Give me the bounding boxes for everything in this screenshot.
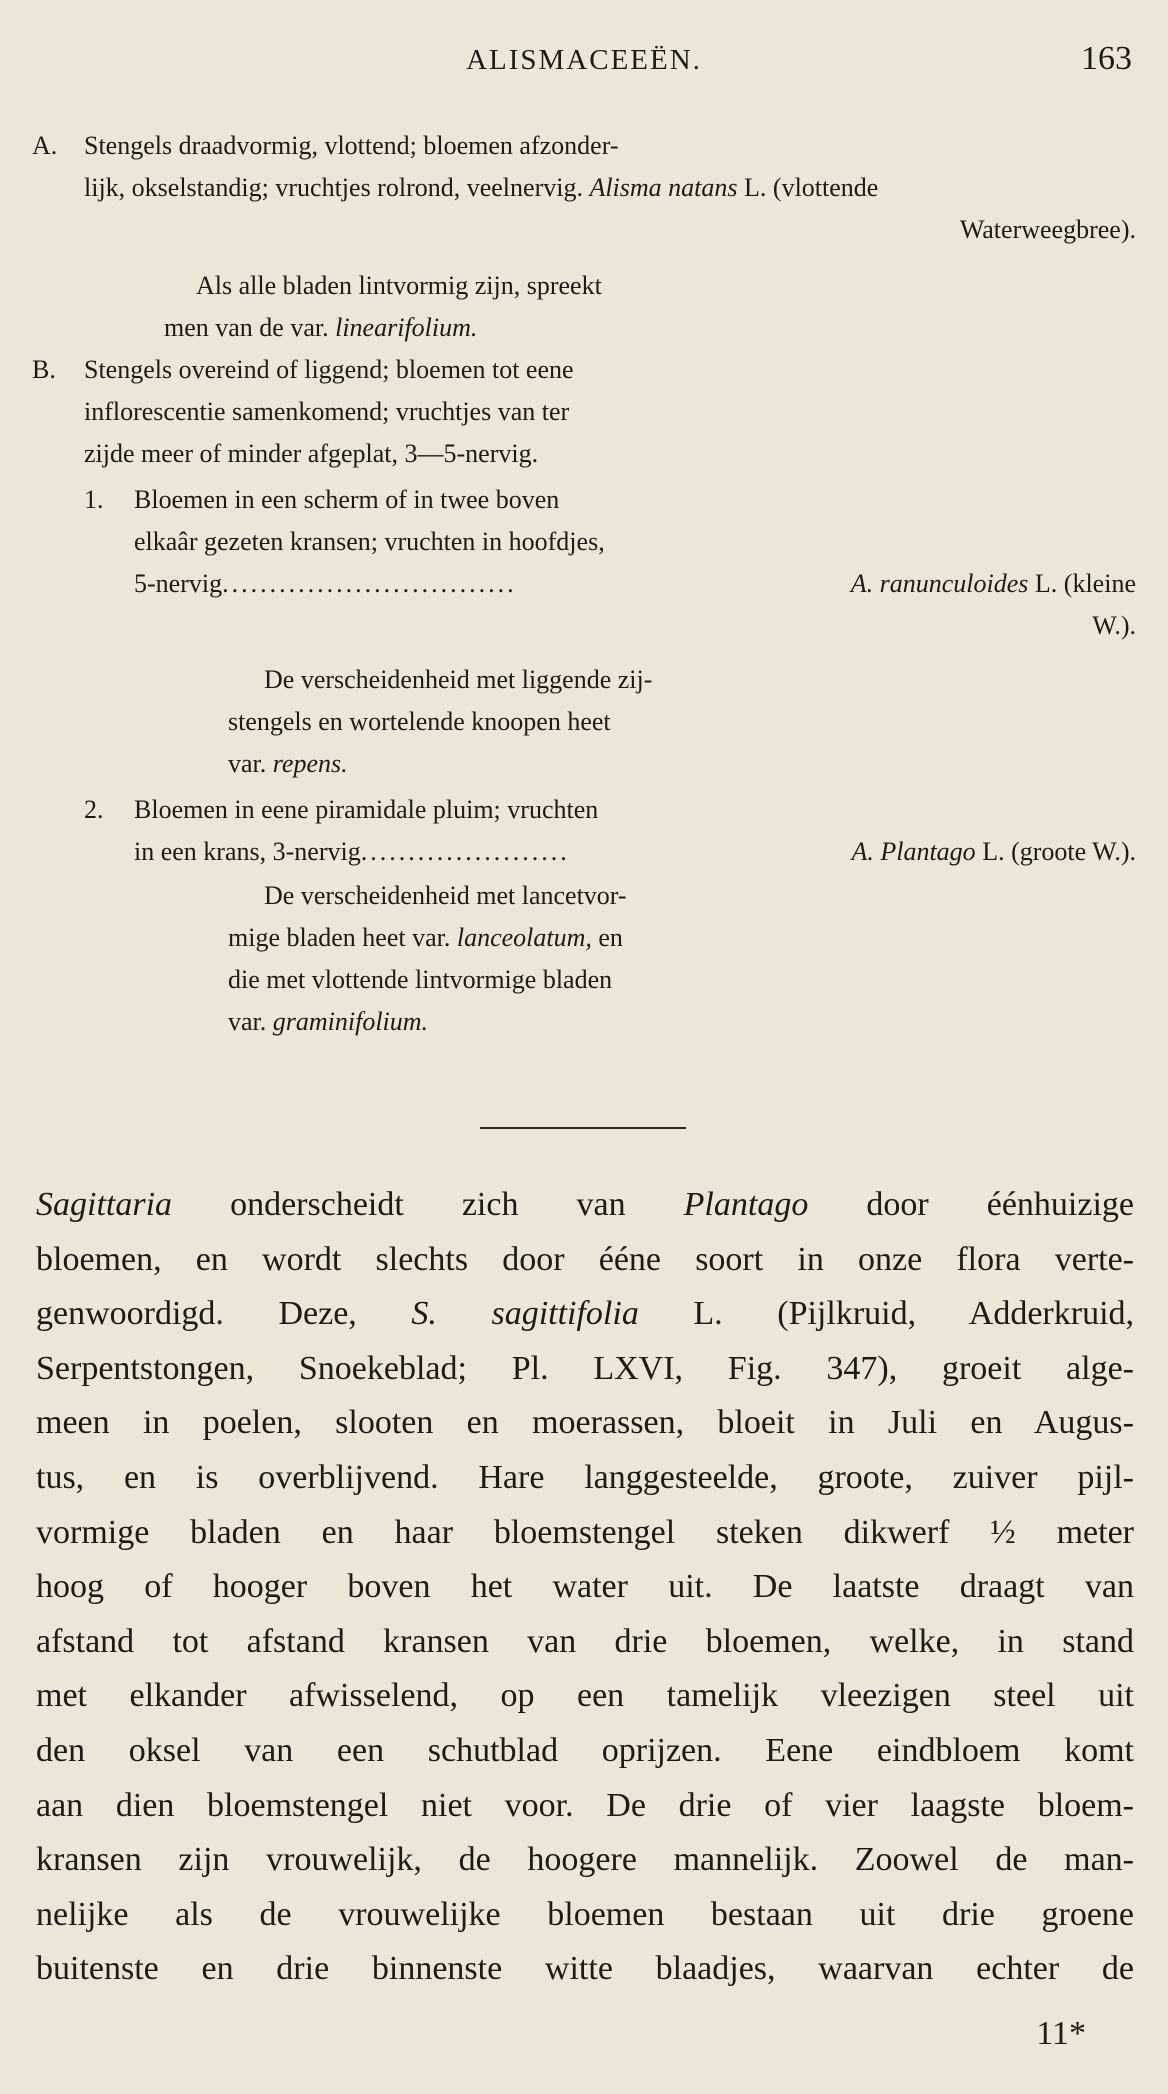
key-B2-var-line3: die met vlottende lintvormige bladen [228, 965, 613, 994]
variety-name: graminifolium. [272, 1007, 429, 1036]
key-B-line1 [32, 352, 574, 388]
page-header [0, 40, 1168, 84]
key-B1-var-line3 [228, 746, 348, 782]
signature-mark: 11* [1036, 2015, 1086, 2052]
key-B-line3: zijde meer of minder afgeplat, 3—5-nervig. [84, 439, 539, 468]
paragraph-line: afstand tot afstand kransen van drie bloemen, welke, in stand [36, 1622, 1134, 1660]
key-B1-line3-species [851, 566, 1136, 602]
paragraph-line: hoog of hooger boven het water uit. De laatste draagt van [36, 1568, 1134, 1606]
key-label: A. [32, 131, 58, 160]
variety-name: lanceolatum, [456, 923, 592, 952]
paragraph-line: bloemen, en wordt slechts door ééne soort in onze flora verte- [36, 1240, 1134, 1278]
species-name: A. Plantago [851, 837, 976, 866]
key-A-line1 [32, 128, 619, 164]
key-text: Stengels draadvormig, vlottend; bloemen afzonder- [84, 131, 619, 160]
paragraph-line [36, 1506, 1134, 1561]
variety-name: repens. [272, 749, 348, 778]
section-divider [480, 1127, 686, 1129]
key-B1-var-line2: stengels en wortelende knoopen heet [228, 707, 611, 736]
species-name: A. ranunculoides [850, 569, 1029, 598]
key-B1-line3 [134, 566, 517, 602]
key-text: Stengels overeind of liggend; bloemen tot eene [84, 355, 574, 384]
genus-name: Plantago [683, 1186, 809, 1223]
body-text: vormige bladen en haar bloemstengel steken dikwerf [36, 1513, 950, 1551]
running-head: ALISMACEEËN. [466, 44, 702, 76]
body-text: door éénhuizige [866, 1186, 1134, 1223]
key-text: Bloemen in een scherm of in twee boven [134, 485, 560, 514]
body-text: L. (Pijlkruid, Adderkruid, [693, 1295, 1135, 1333]
key-label: 2. [84, 795, 104, 824]
key-B2-var-line4 [228, 1004, 428, 1040]
paragraph-line: nelijke als de vrouwelijke bloemen bestaan uit drie groene [36, 1895, 1134, 1933]
key-text: 5-nervig [134, 569, 223, 598]
key-text: Bloemen in eene piramidale pluim; vruchten [134, 795, 599, 824]
key-A-var-line2 [164, 310, 477, 346]
key-text: var. [228, 749, 267, 778]
paragraph-line: met elkander afwisselend, op een tamelijk vleezigen steel uit [36, 1677, 1134, 1715]
body-text: onderscheidt zich van [230, 1186, 626, 1223]
author-vernacular: L. (kleine [1034, 569, 1136, 598]
paragraph-line: aan dien bloemstengel niet voor. De drie of vier laagste bloem- [36, 1786, 1134, 1824]
leader-dots: ............................... [222, 569, 517, 598]
key-B2-line1 [84, 792, 598, 828]
paragraph-line [36, 1287, 1134, 1342]
key-text: lijk, okselstandig; vruchtjes rolrond, veelnervig. [84, 173, 583, 202]
key-text: men van de var. [164, 313, 329, 342]
body-text: genwoordigd. Deze, [36, 1295, 357, 1333]
paragraph-line [36, 1178, 1134, 1233]
paragraph-line: kransen zijn vrouwelijk, de hoogere mannelijk. Zoowel de man- [36, 1841, 1134, 1879]
genus-name: Sagittaria [36, 1186, 173, 1223]
paragraph-line: tus, en is overblijvend. Hare langgesteelde, groote, zuiver pijl- [36, 1458, 1134, 1496]
key-text: mige bladen heet var. [228, 923, 451, 952]
key-label: B. [32, 355, 56, 384]
key-A-line2 [84, 170, 878, 206]
body-text: meter [1056, 1513, 1135, 1551]
key-B2-line2 [134, 834, 570, 870]
variety-name: linearifolium. [335, 313, 478, 342]
main-paragraph [36, 1178, 1134, 1997]
species-name: Alisma natans [589, 173, 738, 202]
fraction: ½ [990, 1513, 1016, 1551]
key-B1-line1 [84, 482, 559, 518]
key-B2-line2-species [851, 834, 1136, 870]
key-B1-var-line1: De verscheidenheid met liggende zij- [264, 665, 653, 694]
key-B1-line2: elkaâr gezeten kransen; vruchten in hoofdjes, [134, 527, 605, 556]
key-text: in een krans, 3-nervig [134, 837, 361, 866]
author-vernacular: L. (groote W.). [982, 837, 1136, 866]
paragraph-line: meen in poelen, slooten en moerassen, bloeit in Juli en Augus- [36, 1404, 1134, 1442]
key-text: en [598, 923, 623, 952]
leader-dots: ...................... [360, 837, 570, 866]
species-name: S. sagittifolia [411, 1295, 639, 1333]
key-A-var-line1: Als alle bladen lintvormig zijn, spreekt [196, 271, 602, 300]
paragraph-line: den oksel van een schutblad oprijzen. Eene eindbloem komt [36, 1731, 1134, 1769]
author-vernacular: L. (vlottende [744, 173, 879, 202]
paragraph-line: Serpentstongen, Snoekeblad; Pl. LXVI, Fig. 347), groeit alge- [36, 1349, 1134, 1387]
key-B2-var-line2 [228, 920, 623, 956]
page-number: 163 [1081, 40, 1132, 77]
key-B1-line4: W.). [1092, 611, 1136, 640]
key-label: 1. [84, 485, 104, 514]
key-B-line2: inflorescentie samenkomend; vruchtjes van ter [84, 397, 570, 426]
key-A-line3: Waterweegbree). [959, 215, 1136, 244]
key-B2-var-line1: De verscheidenheid met lancetvor- [264, 881, 627, 910]
paragraph-line: buitenste en drie binnenste witte blaadjes, waarvan echter de [36, 1950, 1134, 1988]
key-text: var. [228, 1007, 267, 1036]
